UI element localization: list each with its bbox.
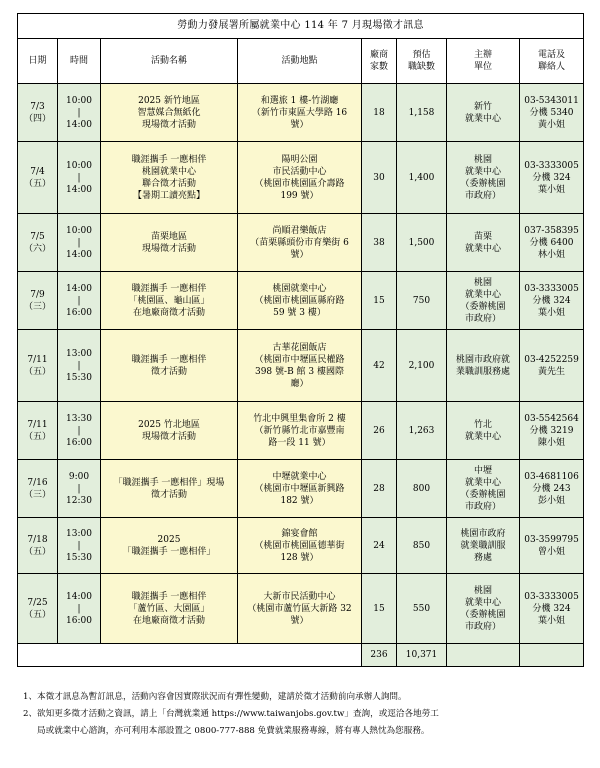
activity-name-cell bbox=[101, 272, 238, 330]
organizer-cell-line: 就業中心 bbox=[464, 431, 501, 442]
time-cell bbox=[58, 518, 101, 574]
location-cell-line: （新竹縣竹北市嘉豐南 bbox=[254, 425, 345, 436]
activity-name-cell-line: 現場徵才活動 bbox=[141, 431, 196, 442]
contact-cell-line: 黃先生 bbox=[538, 366, 566, 377]
header-contact-line: 聯絡人 bbox=[538, 62, 566, 72]
time-cell-line: 15:30 bbox=[66, 552, 92, 563]
contact-cell-line: 03-4681106 bbox=[524, 471, 579, 482]
table-title: 勞動力發展署所屬就業中心 114 年 7 月現場徵才訊息 bbox=[18, 14, 584, 39]
activity-name-cell bbox=[101, 518, 238, 574]
date-cell bbox=[18, 460, 58, 518]
table-body bbox=[18, 84, 584, 644]
date-cell-line: 7/11 bbox=[27, 354, 48, 365]
location-cell-line: （桃園市桃園區介壽路 bbox=[254, 178, 345, 189]
activity-name-cell bbox=[101, 460, 238, 518]
contact-cell-line: 分機 3219 bbox=[529, 425, 574, 436]
table-row bbox=[18, 402, 584, 460]
organizer-cell-line: 市政府） bbox=[464, 313, 501, 324]
openings-cell: 800 bbox=[397, 460, 447, 518]
date-cell bbox=[18, 402, 58, 460]
companies-cell: 24 bbox=[362, 518, 397, 574]
contact-cell-line: 分機 324 bbox=[532, 295, 571, 306]
time-cell-line: | bbox=[77, 295, 81, 306]
contact-cell-line: 03-5542564 bbox=[524, 413, 579, 424]
organizer-cell bbox=[447, 84, 520, 142]
time-cell-line: | bbox=[77, 540, 81, 551]
totals-organizer-cell bbox=[447, 644, 520, 667]
time-cell bbox=[58, 402, 101, 460]
location-cell bbox=[238, 142, 362, 214]
companies-cell: 42 bbox=[362, 330, 397, 402]
date-cell-line: （三） bbox=[23, 489, 51, 500]
companies-cell: 15 bbox=[362, 574, 397, 644]
activity-name-cell-line: 現場徵才活動 bbox=[141, 119, 196, 130]
header-companies-line: 家數 bbox=[369, 62, 388, 72]
time-cell-line: 14:00 bbox=[66, 249, 92, 260]
time-cell-line: 13:30 bbox=[66, 413, 92, 424]
organizer-cell-line: 桃園 bbox=[473, 277, 492, 288]
table-row bbox=[18, 272, 584, 330]
organizer-cell bbox=[447, 460, 520, 518]
time-cell-line: 14:00 bbox=[66, 119, 92, 130]
organizer-cell-line: 就業中心 bbox=[464, 477, 501, 488]
contact-cell-line: 03-3333005 bbox=[524, 160, 579, 171]
date-cell-line: （五） bbox=[23, 431, 51, 442]
location-cell-line: （新竹市東區大學路 16 bbox=[251, 107, 348, 118]
activity-name-cell-line: 2025 新竹地區 bbox=[138, 95, 200, 106]
organizer-cell-line: 務處 bbox=[473, 552, 492, 563]
date-cell-line: （四） bbox=[23, 113, 51, 124]
location-cell-line: （桃園市中壢區民權路 bbox=[254, 354, 345, 365]
date-cell-line: （五） bbox=[23, 546, 51, 557]
contact-cell bbox=[520, 84, 584, 142]
organizer-cell-line: 就業中心 bbox=[464, 597, 501, 608]
table-row bbox=[18, 460, 584, 518]
location-cell-line: 號） bbox=[290, 615, 309, 626]
organizer-cell-line: （委辦桃園 bbox=[460, 609, 506, 620]
activity-name-cell-line: 徵才活動 bbox=[150, 489, 187, 500]
time-cell-line: 10:00 bbox=[66, 160, 92, 171]
time-cell-line: | bbox=[77, 360, 81, 371]
date-cell-line: 7/4 bbox=[30, 166, 45, 177]
contact-cell-line: 葉小姐 bbox=[538, 184, 566, 195]
location-cell-line: 竹北中興里集會所 2 樓 bbox=[253, 413, 346, 424]
date-cell-line: 7/16 bbox=[27, 477, 48, 488]
location-cell bbox=[238, 84, 362, 142]
location-cell bbox=[238, 518, 362, 574]
date-cell-line: 7/3 bbox=[30, 101, 45, 112]
header-contact bbox=[520, 39, 584, 84]
time-cell-line: 16:00 bbox=[66, 437, 92, 448]
date-cell bbox=[18, 518, 58, 574]
job-fair-sheet bbox=[17, 13, 583, 667]
activity-name-cell-line: 「職涯攜手 一應相伴」 bbox=[122, 546, 216, 557]
contact-cell bbox=[520, 142, 584, 214]
location-cell-line: 59 號 3 樓） bbox=[273, 307, 326, 318]
header-organizer bbox=[447, 39, 520, 84]
time-cell-line: 16:00 bbox=[66, 615, 92, 626]
location-cell-line: （桃園市中壢區新興路 bbox=[254, 483, 345, 494]
time-cell-line: 15:30 bbox=[66, 372, 92, 383]
total-companies: 236 bbox=[362, 644, 397, 667]
activity-name-cell-line: 「桃園區、龜山區」 bbox=[128, 295, 210, 306]
organizer-cell bbox=[447, 330, 520, 402]
location-cell bbox=[238, 272, 362, 330]
totals-contact-cell bbox=[520, 644, 584, 667]
contact-cell-line: 分機 6400 bbox=[529, 237, 574, 248]
table-row bbox=[18, 574, 584, 644]
contact-cell-line: 03-3333005 bbox=[524, 283, 579, 294]
location-cell-line: 大新市民活動中心 bbox=[263, 591, 336, 602]
location-cell-line: 128 號） bbox=[280, 552, 319, 563]
openings-cell: 1,263 bbox=[397, 402, 447, 460]
note-line: 局或就業中心諮詢，亦可利用本部設置之 0800-777-888 免費就業服務專線，將有專人熱忱為您服務。 bbox=[37, 726, 430, 736]
date-cell-line: （五） bbox=[23, 609, 51, 620]
activity-name-cell-line: 在地廠商徵才活動 bbox=[132, 615, 205, 626]
organizer-cell-line: 苗栗 bbox=[473, 231, 492, 242]
header-openings bbox=[397, 39, 447, 84]
time-cell bbox=[58, 84, 101, 142]
totals-label-cell bbox=[18, 644, 362, 667]
time-cell-line: | bbox=[77, 237, 81, 248]
note-line: 2、欲知更多徵才活動之資訊，請上「台灣就業通 https://www.taiwanjobs.gov.tw」查詢，或逕洽各地勞工 bbox=[23, 709, 439, 719]
location-cell-line: （苗栗縣頭份市育樂街 6 bbox=[250, 237, 349, 248]
time-cell bbox=[58, 460, 101, 518]
organizer-cell-line: 就業中心 bbox=[464, 166, 501, 177]
date-cell-line: （五） bbox=[23, 178, 51, 189]
organizer-cell-line: 市政府） bbox=[464, 501, 501, 512]
companies-cell: 30 bbox=[362, 142, 397, 214]
time-cell-line: | bbox=[77, 483, 81, 494]
header-companies-line: 廠商 bbox=[369, 50, 388, 60]
time-cell bbox=[58, 272, 101, 330]
time-cell-line: 16:00 bbox=[66, 307, 92, 318]
time-cell-line: 9:00 bbox=[68, 471, 90, 482]
location-cell-line: （桃園市桃園區德華街 bbox=[254, 540, 345, 551]
header-location: 活動地點 bbox=[238, 39, 362, 84]
organizer-cell-line: 市政府） bbox=[464, 621, 501, 632]
date-cell bbox=[18, 214, 58, 272]
activity-name-cell-line: 智慧媒合無紙化 bbox=[137, 107, 201, 118]
date-cell-line: （三） bbox=[23, 301, 51, 312]
organizer-cell bbox=[447, 272, 520, 330]
openings-cell: 1,500 bbox=[397, 214, 447, 272]
job-fair-table bbox=[17, 13, 584, 667]
location-cell bbox=[238, 460, 362, 518]
companies-cell: 38 bbox=[362, 214, 397, 272]
organizer-cell-line: 市政府） bbox=[464, 190, 501, 201]
organizer-cell-line: 就業中心 bbox=[464, 289, 501, 300]
date-cell bbox=[18, 330, 58, 402]
activity-name-cell bbox=[101, 574, 238, 644]
contact-cell-line: 分機 324 bbox=[532, 172, 571, 183]
location-cell-line: （桃園市蘆竹區大新路 32 bbox=[247, 603, 352, 614]
organizer-cell bbox=[447, 214, 520, 272]
activity-name-cell-line: 桃園就業中心 bbox=[141, 166, 196, 177]
organizer-cell-line: 新竹 bbox=[473, 101, 492, 112]
location-cell-line: 市民活動中心 bbox=[272, 166, 327, 177]
time-cell-line: | bbox=[77, 603, 81, 614]
table-row bbox=[18, 518, 584, 574]
organizer-cell-line: 就業職訓服 bbox=[460, 540, 506, 551]
contact-cell-line: 03-4252259 bbox=[524, 354, 579, 365]
openings-cell: 550 bbox=[397, 574, 447, 644]
organizer-cell-line: 中壢 bbox=[473, 465, 492, 476]
date-cell bbox=[18, 84, 58, 142]
contact-cell bbox=[520, 518, 584, 574]
activity-name-cell-line: 徵才活動 bbox=[150, 366, 187, 377]
table-row bbox=[18, 142, 584, 214]
activity-name-cell bbox=[101, 142, 238, 214]
location-cell bbox=[238, 214, 362, 272]
activity-name-cell-line: 2025 竹北地區 bbox=[138, 419, 200, 430]
location-cell-line: 尚順君樂飯店 bbox=[272, 225, 327, 236]
header-activity-name: 活動名稱 bbox=[101, 39, 238, 84]
table-header-row bbox=[18, 39, 584, 84]
location-cell-line: 桃園就業中心 bbox=[272, 283, 327, 294]
organizer-cell-line: 竹北 bbox=[473, 419, 492, 430]
header-time: 時間 bbox=[58, 39, 101, 84]
contact-cell-line: 葉小姐 bbox=[538, 615, 566, 626]
openings-cell: 2,100 bbox=[397, 330, 447, 402]
date-cell-line: （六） bbox=[23, 243, 51, 254]
table-row bbox=[18, 330, 584, 402]
location-cell-line: 199 號） bbox=[280, 190, 319, 201]
contact-cell bbox=[520, 574, 584, 644]
companies-cell: 26 bbox=[362, 402, 397, 460]
table-row bbox=[18, 214, 584, 272]
time-cell-line: | bbox=[77, 172, 81, 183]
table-row bbox=[18, 84, 584, 142]
contact-cell-line: 03-5343011 bbox=[524, 95, 579, 106]
time-cell bbox=[58, 574, 101, 644]
location-cell bbox=[238, 574, 362, 644]
header-openings-line: 預估 bbox=[412, 50, 431, 60]
date-cell bbox=[18, 142, 58, 214]
totals-row bbox=[18, 644, 584, 667]
location-cell-line: 號） bbox=[290, 249, 309, 260]
header-companies bbox=[362, 39, 397, 84]
time-cell-line: | bbox=[77, 425, 81, 436]
location-cell-line: 錦宴會館 bbox=[281, 528, 318, 539]
organizer-cell bbox=[447, 142, 520, 214]
time-cell-line: 13:00 bbox=[66, 348, 92, 359]
note-line: 1、本徵才訊息為暫訂訊息，活動內容會因實際狀況而有彈性變動，建請於徵才活動前向承辦人詢問。 bbox=[23, 692, 407, 702]
activity-name-cell bbox=[101, 402, 238, 460]
location-cell-line: 398 號-B 館 3 樓國際 bbox=[254, 366, 344, 377]
time-cell-line: 10:00 bbox=[66, 225, 92, 236]
organizer-cell bbox=[447, 574, 520, 644]
contact-cell bbox=[520, 330, 584, 402]
time-cell-line: | bbox=[77, 107, 81, 118]
location-cell-line: 路一段 11 號） bbox=[268, 437, 331, 448]
contact-cell-line: 037-358395 bbox=[524, 225, 579, 236]
date-cell bbox=[18, 574, 58, 644]
organizer-cell-line: （委辦桃園 bbox=[460, 301, 506, 312]
location-cell-line: 廳） bbox=[290, 378, 309, 389]
activity-name-cell bbox=[101, 214, 238, 272]
date-cell-line: 7/11 bbox=[27, 419, 48, 430]
header-organizer-line: 主辦 bbox=[473, 50, 492, 60]
date-cell-line: 7/18 bbox=[27, 534, 48, 545]
activity-name-cell-line: 職涯攜手 一應相伴 bbox=[131, 354, 207, 365]
activity-name-cell-line: 苗栗地區 bbox=[150, 231, 187, 242]
organizer-cell-line: 桃園市政府就 bbox=[455, 354, 510, 365]
location-cell bbox=[238, 330, 362, 402]
total-openings: 10,371 bbox=[397, 644, 447, 667]
date-cell bbox=[18, 272, 58, 330]
header-organizer-line: 單位 bbox=[473, 62, 492, 72]
header-date: 日期 bbox=[18, 39, 58, 84]
contact-cell-line: 03-3333005 bbox=[524, 591, 579, 602]
contact-cell-line: 陳小姐 bbox=[538, 437, 566, 448]
activity-name-cell bbox=[101, 330, 238, 402]
organizer-cell-line: （委辦桃園 bbox=[460, 178, 506, 189]
activity-name-cell-line: 在地廠商徵才活動 bbox=[132, 307, 205, 318]
location-cell-line: 和選旅 1 樓-竹湖廳 bbox=[260, 95, 339, 106]
contact-cell bbox=[520, 402, 584, 460]
contact-cell-line: 分機 5340 bbox=[529, 107, 574, 118]
contact-cell-line: 03-3599795 bbox=[524, 534, 579, 545]
openings-cell: 750 bbox=[397, 272, 447, 330]
date-cell-line: 7/25 bbox=[27, 597, 48, 608]
time-cell-line: 14:00 bbox=[66, 184, 92, 195]
date-cell-line: （五） bbox=[23, 366, 51, 377]
organizer-cell-line: 桃園市政府 bbox=[460, 528, 506, 539]
openings-cell: 850 bbox=[397, 518, 447, 574]
time-cell bbox=[58, 330, 101, 402]
activity-name-cell-line: 聯合徵才活動 bbox=[141, 178, 196, 189]
location-cell-line: （桃園市桃園區縣府路 bbox=[254, 295, 345, 306]
openings-cell: 1,158 bbox=[397, 84, 447, 142]
contact-cell-line: 彭小姐 bbox=[538, 495, 566, 506]
notes bbox=[23, 689, 583, 740]
contact-cell-line: 分機 243 bbox=[532, 483, 571, 494]
activity-name-cell-line: 「職涯攜手 一應相伴」現場 bbox=[113, 477, 225, 488]
contact-cell bbox=[520, 214, 584, 272]
header-openings-line: 職缺數 bbox=[407, 62, 435, 72]
organizer-cell bbox=[447, 518, 520, 574]
companies-cell: 28 bbox=[362, 460, 397, 518]
contact-cell-line: 分機 324 bbox=[532, 603, 571, 614]
date-cell-line: 7/9 bbox=[30, 289, 45, 300]
companies-cell: 15 bbox=[362, 272, 397, 330]
contact-cell-line: 葉小姐 bbox=[538, 307, 566, 318]
time-cell-line: 13:00 bbox=[66, 528, 92, 539]
openings-cell: 1,400 bbox=[397, 142, 447, 214]
time-cell-line: 10:00 bbox=[66, 95, 92, 106]
location-cell bbox=[238, 402, 362, 460]
activity-name-cell-line: 【暑期工讀亮點】 bbox=[132, 190, 205, 201]
location-cell-line: 號） bbox=[290, 119, 309, 130]
time-cell-line: 12:30 bbox=[66, 495, 92, 506]
activity-name-cell-line: 職涯攜手 一應相伴 bbox=[131, 591, 207, 602]
time-cell bbox=[58, 214, 101, 272]
time-cell-line: 14:00 bbox=[66, 283, 92, 294]
organizer-cell-line: （委辦桃園 bbox=[460, 489, 506, 500]
location-cell-line: 陽明公園 bbox=[281, 154, 318, 165]
date-cell-line: 7/5 bbox=[30, 231, 45, 242]
contact-cell bbox=[520, 272, 584, 330]
activity-name-cell-line: 2025 bbox=[157, 534, 181, 545]
activity-name-cell bbox=[101, 84, 238, 142]
time-cell bbox=[58, 142, 101, 214]
companies-cell: 18 bbox=[362, 84, 397, 142]
time-cell-line: 14:00 bbox=[66, 591, 92, 602]
contact-cell-line: 黃小姐 bbox=[538, 119, 566, 130]
activity-name-cell-line: 「蘆竹區、大園區」 bbox=[128, 603, 210, 614]
contact-cell-line: 曾小姐 bbox=[538, 546, 566, 557]
location-cell-line: 中壢就業中心 bbox=[272, 471, 327, 482]
location-cell-line: 182 號） bbox=[280, 495, 319, 506]
contact-cell bbox=[520, 460, 584, 518]
header-contact-line: 電話及 bbox=[538, 50, 566, 60]
organizer-cell-line: 就業中心 bbox=[464, 113, 501, 124]
organizer-cell-line: 就業中心 bbox=[464, 243, 501, 254]
contact-cell-line: 林小姐 bbox=[538, 249, 566, 260]
location-cell-line: 古華花園飯店 bbox=[272, 342, 327, 353]
activity-name-cell-line: 現場徵才活動 bbox=[141, 243, 196, 254]
organizer-cell bbox=[447, 402, 520, 460]
organizer-cell-line: 桃園 bbox=[473, 154, 492, 165]
activity-name-cell-line: 職涯攜手 一應相伴 bbox=[131, 283, 207, 294]
activity-name-cell-line: 職涯攜手 一應相伴 bbox=[131, 154, 207, 165]
organizer-cell-line: 業職訓服務處 bbox=[455, 366, 510, 377]
organizer-cell-line: 桃園 bbox=[473, 585, 492, 596]
